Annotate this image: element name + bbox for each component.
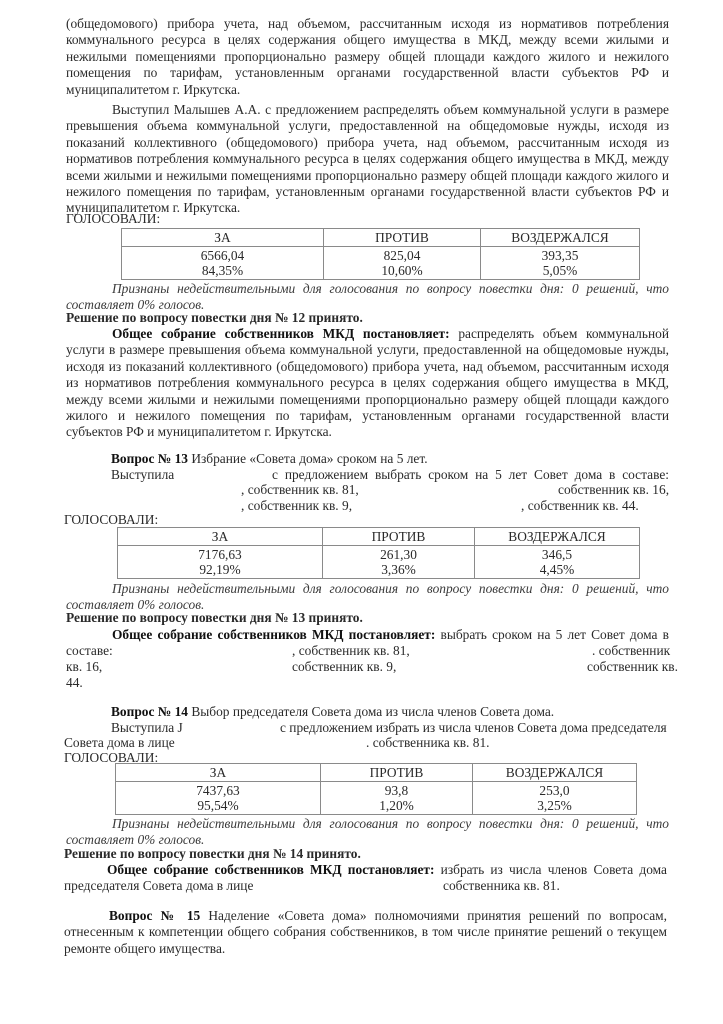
- header-abstained: ВОЗДЕРЖАЛСЯ: [473, 764, 637, 782]
- voted-label: ГОЛОСОВАЛИ:: [66, 211, 161, 226]
- q15-paragraph: Вопрос № 15 Наделение «Совета дома» полномочиями принятия решений по вопросам, отнесенным к компетенции общего собрания собственников, в том числе принятие решений о текущем ремонте общего имущества.: [64, 908, 667, 956]
- cell-for: 6566,04 84,35%: [122, 247, 324, 280]
- text-line: нежилыми помещениями пропорционально размеру общей площади каждого жилого и нежилого: [66, 48, 669, 64]
- q14-proposal: с предложением избрать из числа членов Совета дома председателя: [280, 720, 667, 735]
- text-line: муниципалитетом г. Иркутска.: [66, 200, 241, 216]
- text-line: (общедомового) прибора учета, над объемом, рассчитанным исходя из нормативов потребления: [66, 16, 669, 31]
- vote-table-q14: [115, 763, 637, 815]
- text-line: всеми жилыми и нежилыми помещениями пропорционально размеру общей площади каждого жилого и: [66, 167, 669, 183]
- cell-abstained: 393,35 5,05%: [481, 247, 640, 280]
- invalid-note-q14: Признаны недействительными для голосования по вопросу повестки дня: 0 решений, что составляет 0% голосов.: [66, 816, 669, 848]
- q13-member-16: собственник кв. 16,: [558, 482, 670, 497]
- q13-d-81: , собственник кв. 81,: [292, 643, 410, 658]
- cell-for: 7437,63 95,54%: [116, 782, 321, 815]
- q13-member-44: , собственник кв. 44.: [521, 498, 639, 513]
- q12-resolution: Общее собрание собственников МКД постановляет: распределять объем коммунальной услуги в размере превышения объема коммунальной услуги, предоставленной на общедомовые нужды, исходя из показаний коллективного (общедомового) прибора учета, над объемом, рассчитанным исходя из нормативов потребления коммунального ресурса в целях содержания общего имущества в МКД, между всеми жилыми и нежилыми помещениями пропорционально размеру общей площади каждого жилого и нежилого помещения по тарифам, установленным органами государственной власти субъектов РФ и муниципалитетом г. Иркутска.: [66, 326, 669, 440]
- text-line: превышения объема коммунальной услуги, предоставленной на общедомовые нужды, исходя из: [66, 118, 669, 134]
- voted-label: ГОЛОСОВАЛИ:: [64, 512, 159, 527]
- q14-owner-81: . собственника кв. 81.: [366, 735, 490, 750]
- voted-label: ГОЛОСОВАЛИ:: [64, 750, 159, 765]
- q14-resolution-line1: Общее собрание собственников МКД постановляет: избрать из числа членов Совета дома: [107, 862, 667, 877]
- q12-speaker-paragraph: [66, 102, 669, 217]
- invalid-note-q13: Признаны недействительными для голосования по вопросу повестки дня: 0 решений, что составляет 0% голосов.: [66, 581, 669, 613]
- header-for: ЗА: [122, 229, 324, 247]
- q13-speaker: Выступила: [111, 467, 175, 482]
- text-line: помещения по тарифам, установленным органами государственной власти субъектов РФ и: [66, 65, 669, 81]
- cell-against: 93,8 1,20%: [321, 782, 473, 815]
- q14-title: Вопрос № 14 Выбор председателя Совета дома из числа членов Совета дома.: [111, 704, 555, 719]
- q14-accepted: Решение по вопросу повестки дня № 14 принято.: [64, 846, 361, 861]
- header-against: ПРОТИВ: [321, 764, 473, 782]
- q13-member-9: , собственник кв. 9,: [241, 498, 353, 513]
- text-line: нормативов потребления коммунального ресурса в целях содержания общего имущества в МКД, между: [66, 151, 669, 167]
- q13-d-9: собственник кв. 9,: [292, 659, 397, 674]
- q14-in-person: Совета дома в лице: [64, 735, 175, 750]
- q14-speaker: Выступила J: [111, 720, 183, 735]
- text-line: показаний коллективного (общедомового) прибора учета, над объемом, рассчитанным исходя из: [66, 134, 669, 150]
- header-against: ПРОТИВ: [324, 229, 481, 247]
- header-abstained: ВОЗДЕРЖАЛСЯ: [475, 528, 640, 546]
- header-against: ПРОТИВ: [323, 528, 475, 546]
- text-line: нежилого помещения по тарифам, установленным органами государственной власти субъектов РФ и: [66, 184, 669, 200]
- q13-d-owner: . собственник: [592, 643, 671, 658]
- cell-for: 7176,63 92,19%: [118, 546, 323, 579]
- vote-table-q13: [117, 527, 640, 579]
- q13-member-81: , собственник кв. 81,: [241, 482, 359, 497]
- q13-d-owner-kv: собственник кв.: [587, 659, 678, 674]
- cell-against: 825,04 10,60%: [324, 247, 481, 280]
- q13-d-44: 44.: [66, 675, 83, 690]
- text-line: Выступил Малышев А.А. с предложением распределять объем коммунальной услуги в размере: [112, 102, 669, 117]
- header-abstained: ВОЗДЕРЖАЛСЯ: [481, 229, 640, 247]
- text-line: коммунального ресурса в целях содержания общего имущества в МКД, между всеми жилыми и: [66, 32, 669, 48]
- cell-abstained: 253,0 3,25%: [473, 782, 637, 815]
- header-for: ЗА: [116, 764, 321, 782]
- q13-title: Вопрос № 13 Избрание «Совета дома» сроком на 5 лет.: [111, 451, 428, 466]
- intro-paragraph: [66, 16, 669, 98]
- cell-against: 261,30 3,36%: [323, 546, 475, 579]
- vote-table-q12: [121, 228, 640, 280]
- q13-accepted: Решение по вопросу повестки дня № 13 принято.: [66, 610, 363, 625]
- header-for: ЗА: [118, 528, 323, 546]
- q12-accepted: Решение по вопросу повестки дня № 12 принято.: [66, 310, 363, 325]
- q14-d-chair: председателя Совета дома в лице: [64, 878, 254, 893]
- q13-proposal: с предложением выбрать сроком на 5 лет Совет дома в составе:: [272, 467, 669, 482]
- q13-resolution-line1: Общее собрание собственников МКД постановляет: выбрать сроком на 5 лет Совет дома в: [112, 627, 669, 642]
- q14-d-owner-81: собственника кв. 81.: [443, 878, 560, 893]
- invalid-note-q12: Признаны недействительными для голосования по вопросу повестки дня: 0 решений, что составляет 0% голосов.: [66, 281, 669, 313]
- q13-d-16: кв. 16,: [66, 659, 103, 674]
- q13-d-composition: составе:: [66, 643, 113, 658]
- cell-abstained: 346,5 4,45%: [475, 546, 640, 579]
- text-line: муниципалитетом г. Иркутска.: [66, 81, 241, 97]
